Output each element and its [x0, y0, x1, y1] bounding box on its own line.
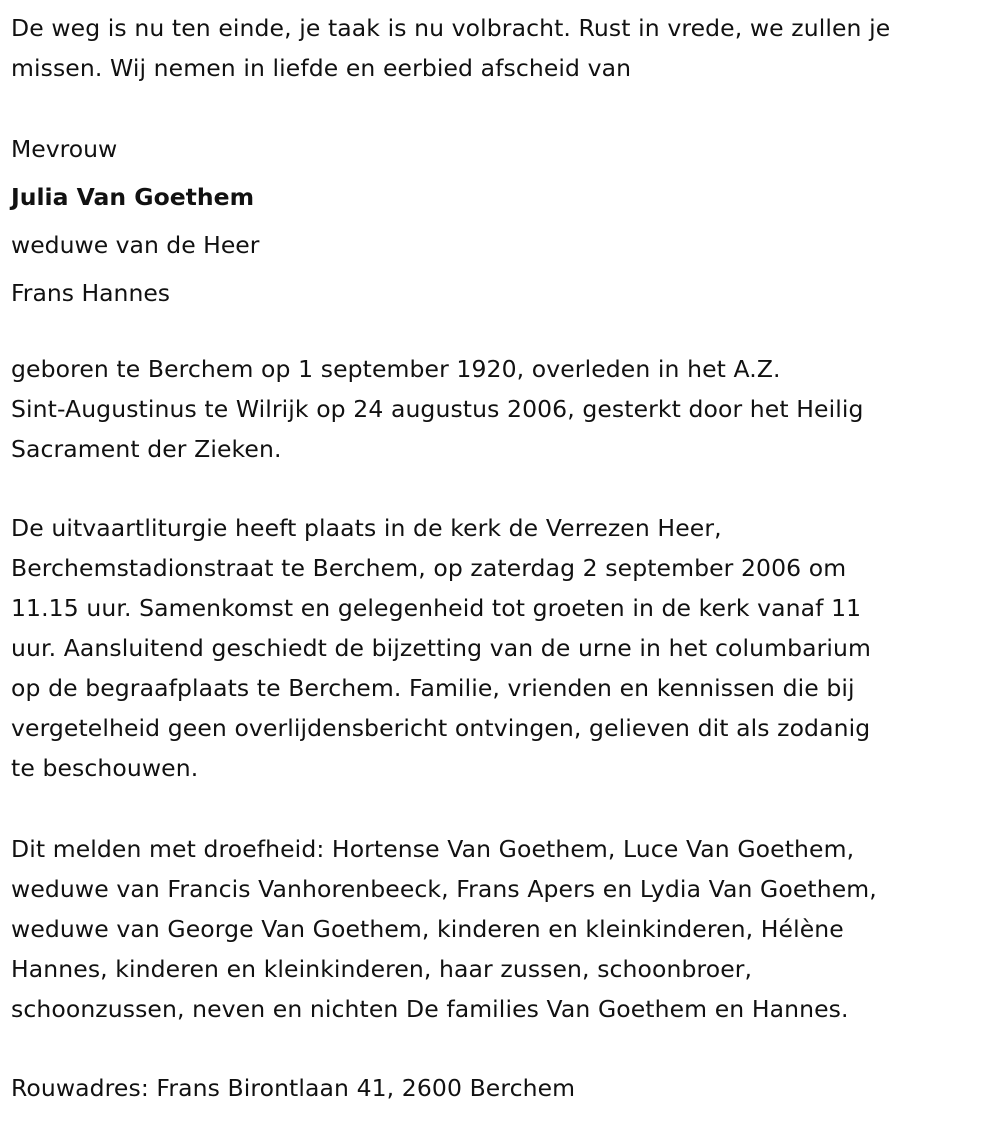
funeral-line: De uitvaartliturgie heeft plaats in de kerk de Verrezen Heer, [11, 514, 722, 542]
deceased-name-block [11, 125, 259, 317]
funeral-line: Berchemstadionstraat te Berchem, op zaterdag 2 september 2006 om [11, 554, 847, 582]
intro-line: De weg is nu ten einde, je taak is nu volbracht. Rust in vrede, we zullen je [11, 14, 891, 42]
family-announcement-paragraph [11, 829, 996, 1029]
funeral-paragraph [11, 508, 996, 788]
family-line: weduwe van Francis Vanhorenbeeck, Frans Apers en Lydia Van Goethem, [11, 875, 877, 903]
funeral-line: 11.15 uur. Samenkomst en gelegenheid tot groeten in de kerk vanaf 11 [11, 594, 862, 622]
birth-death-paragraph [11, 349, 996, 469]
family-line: weduwe van George Van Goethem, kinderen en kleinkinderen, Hélène [11, 915, 844, 943]
birth-death-line: Sint-Augustinus te Wilrijk op 24 augustus 2006, gesterkt door het Heilig [11, 395, 864, 423]
intro-paragraph [11, 8, 996, 88]
funeral-line: te beschouwen. [11, 754, 199, 782]
mourning-address [11, 1068, 996, 1108]
deceased-name: Julia Van Goethem [11, 183, 255, 211]
funeral-line: vergetelheid geen overlijdensbericht ontvingen, gelieven dit als zodanig [11, 714, 871, 742]
birth-death-line: Sacrament der Zieken. [11, 435, 282, 463]
deceased-relation: weduwe van de Heer [11, 231, 260, 259]
intro-line: missen. Wij nemen in liefde en eerbied afscheid van [11, 54, 632, 82]
family-line: schoonzussen, neven en nichten De families Van Goethem en Hannes. [11, 995, 849, 1023]
birth-death-line: geboren te Berchem op 1 september 1920, overleden in het A.Z. [11, 355, 781, 383]
deceased-spouse: Frans Hannes [11, 279, 171, 307]
family-line: Hannes, kinderen en kleinkinderen, haar zussen, schoonbroer, [11, 955, 753, 983]
mourning-address-text: Rouwadres: Frans Birontlaan 41, 2600 Berchem [11, 1074, 576, 1102]
funeral-line: uur. Aansluitend geschiedt de bijzetting van de urne in het columbarium [11, 634, 872, 662]
deceased-title: Mevrouw [11, 135, 118, 163]
funeral-line: op de begraafplaats te Berchem. Familie, vrienden en kennissen die bij [11, 674, 855, 702]
family-line: Dit melden met droefheid: Hortense Van Goethem, Luce Van Goethem, [11, 835, 855, 863]
